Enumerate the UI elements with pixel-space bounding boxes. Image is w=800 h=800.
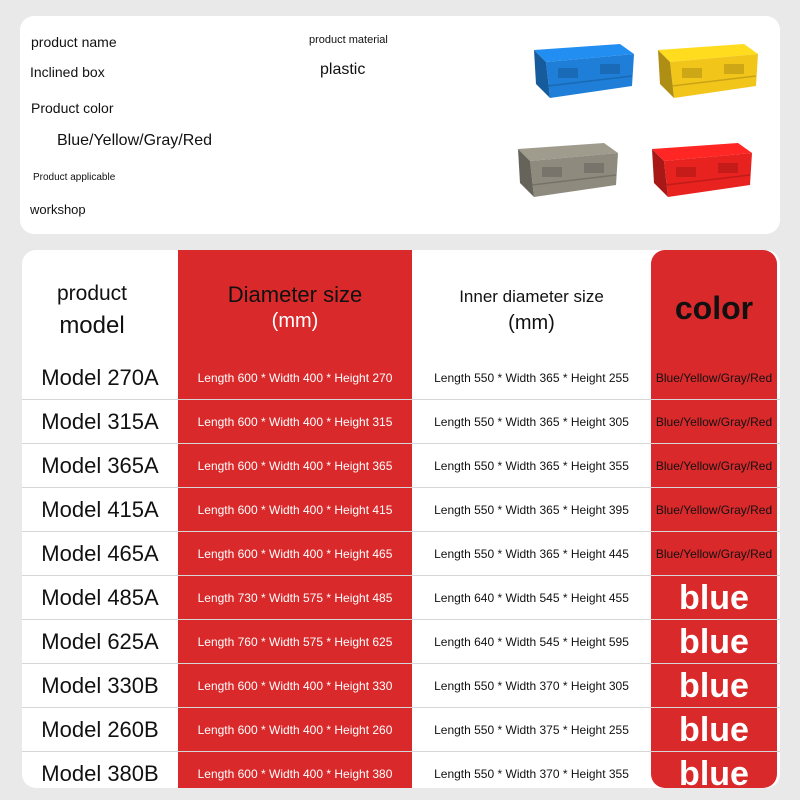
cell-model: Model 270A bbox=[41, 365, 159, 390]
table-row bbox=[22, 488, 780, 532]
cell-color: Blue/Yellow/Gray/Red bbox=[655, 459, 773, 473]
cell-model: Model 365A bbox=[41, 453, 159, 478]
gray-box-image bbox=[508, 141, 620, 199]
cell-color: Blue/Yellow/Gray/Red bbox=[655, 547, 773, 561]
cell-diameter: Length 600 * Width 400 * Height 260 bbox=[197, 723, 393, 737]
cell-diameter: Length 730 * Width 575 * Height 485 bbox=[197, 591, 393, 605]
table-row bbox=[22, 664, 780, 708]
product-material-label: product material bbox=[309, 34, 388, 46]
cell-inner-diameter: Length 550 * Width 365 * Height 355 bbox=[434, 459, 629, 473]
product-name-value: Inclined box bbox=[30, 64, 105, 80]
cell-diameter: Length 760 * Width 575 * Height 625 bbox=[197, 635, 393, 649]
cell-diameter: Length 600 * Width 400 * Height 330 bbox=[197, 679, 393, 693]
table-row bbox=[22, 444, 780, 488]
cell-model: Model 485A bbox=[41, 585, 159, 610]
cell-model: Model 465A bbox=[41, 541, 159, 566]
product-color-value: Blue/Yellow/Gray/Red bbox=[57, 132, 213, 149]
cell-model: Model 330B bbox=[41, 673, 159, 698]
header-model-line1: product bbox=[56, 282, 128, 305]
cell-diameter: Length 600 * Width 400 * Height 270 bbox=[197, 371, 393, 385]
cell-diameter: Length 600 * Width 400 * Height 465 bbox=[197, 547, 393, 561]
product-applicable-label: Product applicable bbox=[33, 172, 116, 183]
box-icon bbox=[508, 141, 620, 199]
cell-diameter: Length 600 * Width 400 * Height 415 bbox=[197, 503, 393, 517]
yellow-box-image bbox=[648, 42, 760, 100]
box-icon bbox=[642, 141, 754, 199]
header-model-line2: model bbox=[59, 312, 125, 339]
cell-inner-diameter: Length 550 * Width 365 * Height 445 bbox=[434, 547, 629, 561]
cell-diameter: Length 600 * Width 400 * Height 315 bbox=[197, 415, 393, 429]
cell-diameter: Length 600 * Width 400 * Height 380 bbox=[197, 767, 393, 781]
header-diameter-line2: (mm) bbox=[271, 310, 319, 332]
cell-color: blue bbox=[679, 579, 749, 617]
cell-inner-diameter: Length 550 * Width 370 * Height 305 bbox=[434, 679, 629, 693]
header-inner-line1: Inner diameter size bbox=[459, 287, 604, 306]
table-row bbox=[22, 620, 780, 664]
table-row bbox=[22, 752, 780, 788]
header-inner-diameter bbox=[412, 284, 651, 336]
cell-inner-diameter: Length 550 * Width 365 * Height 255 bbox=[434, 371, 629, 385]
product-material-value: plastic bbox=[320, 61, 366, 78]
cell-inner-diameter: Length 550 * Width 365 * Height 395 bbox=[434, 503, 629, 517]
cell-color: Blue/Yellow/Gray/Red bbox=[655, 371, 773, 385]
product-name-label: product name bbox=[31, 34, 117, 50]
product-info-card bbox=[20, 16, 780, 234]
cell-color: blue bbox=[679, 667, 749, 705]
spec-table bbox=[22, 250, 780, 788]
cell-model: Model 415A bbox=[41, 497, 159, 522]
table-row bbox=[22, 356, 780, 400]
header-inner-line2: (mm) bbox=[508, 312, 555, 334]
cell-color: blue bbox=[679, 623, 749, 661]
cell-model: Model 380B bbox=[41, 761, 159, 786]
table-row bbox=[22, 708, 780, 752]
cell-model: Model 260B bbox=[41, 717, 159, 742]
table-row bbox=[22, 576, 780, 620]
cell-inner-diameter: Length 550 * Width 370 * Height 355 bbox=[434, 767, 629, 781]
product-color-label: Product color bbox=[31, 100, 114, 116]
header-diameter-line1: Diameter size bbox=[227, 282, 363, 307]
red-box-image bbox=[642, 141, 754, 199]
cell-color: blue bbox=[679, 711, 749, 749]
header-color: color bbox=[674, 290, 754, 326]
cell-model: Model 625A bbox=[41, 629, 159, 654]
cell-inner-diameter: Length 640 * Width 545 * Height 455 bbox=[434, 591, 629, 605]
cell-inner-diameter: Length 550 * Width 375 * Height 255 bbox=[434, 723, 629, 737]
table-row bbox=[22, 400, 780, 444]
cell-model: Model 315A bbox=[41, 409, 159, 434]
box-icon bbox=[524, 42, 636, 100]
header-diameter bbox=[178, 282, 412, 334]
cell-color: Blue/Yellow/Gray/Red bbox=[655, 503, 773, 517]
table-row bbox=[22, 532, 780, 576]
cell-color: blue bbox=[679, 755, 749, 788]
cell-inner-diameter: Length 550 * Width 365 * Height 305 bbox=[434, 415, 629, 429]
box-icon bbox=[648, 42, 760, 100]
blue-box-image bbox=[524, 42, 636, 100]
header-product-model bbox=[22, 278, 162, 342]
cell-inner-diameter: Length 640 * Width 545 * Height 595 bbox=[434, 635, 629, 649]
product-applicable-value: workshop bbox=[30, 202, 86, 217]
cell-color: Blue/Yellow/Gray/Red bbox=[655, 415, 773, 429]
cell-diameter: Length 600 * Width 400 * Height 365 bbox=[197, 459, 393, 473]
